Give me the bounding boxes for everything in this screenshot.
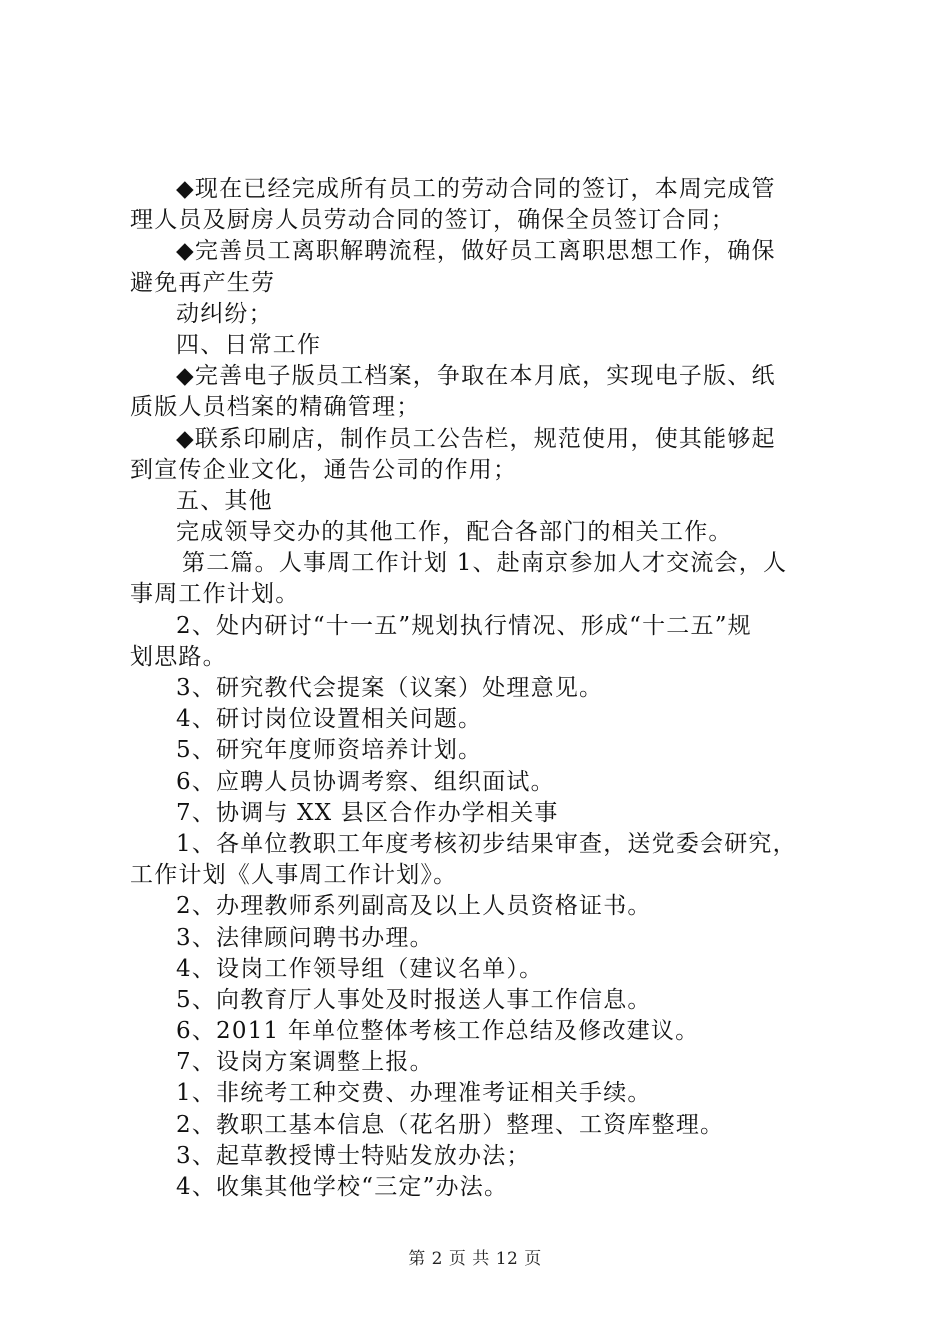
- text-line: 工作计划《人事周工作计划》。: [130, 862, 458, 889]
- text-line: 3、研究教代会提案（议案）处理意见。: [176, 675, 604, 701]
- text-line: 四、日常工作: [176, 331, 322, 358]
- text-line: 第二篇。人事周工作计划 1、赴南京参加人才交流会，人: [182, 550, 788, 577]
- page-footer: 第 2 页 共 12 页: [408, 1249, 542, 1269]
- text-line: 4、研讨岗位设置相关问题。: [176, 706, 483, 733]
- text-line: 2、办理教师系列副高及以上人员资格证书。: [176, 893, 652, 920]
- text-line: ◆完善员工离职解聘流程，做好员工离职思想工作，确保: [176, 238, 776, 265]
- text-line: 4、设岗工作领导组（建议名单）。: [176, 955, 544, 982]
- text-line: ◆完善电子版员工档案，争取在本月底，实现电子版、纸: [176, 363, 776, 390]
- text-line: 到宣传企业文化，通告公司的作用；: [130, 456, 518, 483]
- text-line: 动纠纷；: [176, 300, 273, 327]
- text-line: 事周工作计划。: [130, 581, 300, 608]
- text-line: 理人员及厨房人员劳动合同的签订，确保全员签订合同；: [130, 207, 735, 234]
- text-line: 7、协调与 XX 县区合作办学相关事: [176, 799, 559, 826]
- text-line: 质版人员档案的精确管理；: [130, 394, 421, 421]
- document-body: [130, 174, 835, 1203]
- text-line: 6、2011 年单位整体考核工作总结及修改建议。: [176, 1018, 700, 1045]
- text-line: ◆现在已经完成所有员工的劳动合同的签订，本周完成管: [176, 176, 776, 202]
- text-line: 5、向教育厅人事处及时报送人事工作信息。: [176, 986, 652, 1013]
- text-line: 3、起草教授博士特贴发放办法；: [176, 1142, 531, 1169]
- text-line: 2、教职工基本信息（花名册）整理、工资库整理。: [176, 1111, 725, 1138]
- text-line: 完成领导交办的其他工作，配合各部门的相关工作。: [176, 519, 733, 546]
- text-line: 5、研究年度师资培养计划。: [176, 737, 483, 764]
- text-line: 五、其他: [176, 487, 273, 514]
- text-line: 1、非统考工种交费、办理准考证相关手续。: [176, 1080, 652, 1107]
- text-line: 划思路。: [130, 643, 227, 670]
- text-line: 避免再产生劳: [130, 269, 276, 296]
- text-line: 2、处内研讨“十一五”规划执行情况、形成“十二五”规: [176, 612, 752, 639]
- text-line: 7、设岗方案调整上报。: [176, 1049, 434, 1076]
- text-line: ◆联系印刷店，制作员工公告栏，规范使用，使其能够起: [176, 425, 776, 452]
- text-line: 4、收集其他学校“三定”办法。: [176, 1174, 509, 1200]
- text-line: 6、应聘人员协调考察、组织面试。: [176, 768, 555, 795]
- text-line: 3、法律顾问聘书办理。: [176, 924, 434, 951]
- text-line: 1、各单位教职工年度考核初步结果审查，送党委会研究，: [176, 830, 797, 857]
